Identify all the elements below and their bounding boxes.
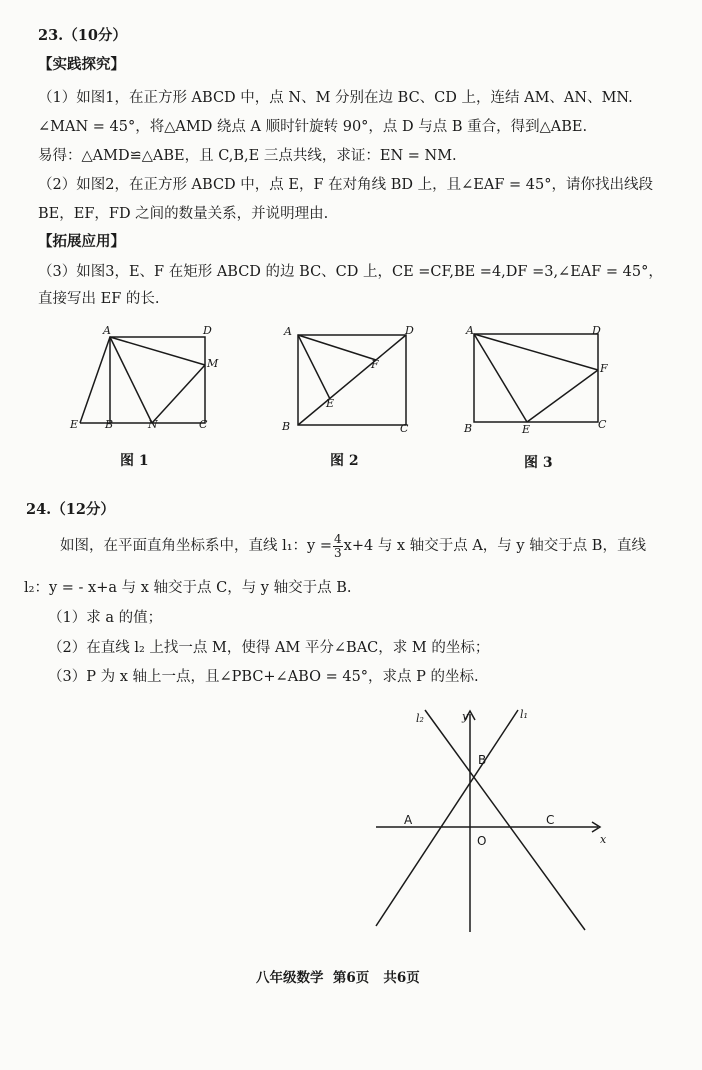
graph-label-a: A: [404, 813, 413, 827]
q23-part3-line1: （3）如图3，E、F 在矩形 ABCD 的边 BC、CD 上，CE =CF,BE =4,DF =3,∠EAF = 45°，: [38, 264, 663, 280]
q23-section-extension: 【拓展应用】: [38, 233, 125, 250]
q24-fraction-denominator: 3: [334, 545, 342, 560]
fig1-label-e: E: [70, 418, 79, 431]
fig3-label-d: D: [592, 324, 601, 337]
graph-label-l2: l₂: [416, 712, 424, 725]
q24-line1-suffix: x+4 与 x 轴交于点 A，与 y 轴交于点 B，直线: [343, 538, 646, 554]
q23-part1-line2: ∠MAN = 45°，将△AMD 绕点 A 顺时针旋转 90°，点 D 与点 B 重合，得到△ABE.: [38, 119, 588, 135]
fig3-label-f: F: [600, 362, 608, 375]
fig2-label-c: C: [400, 422, 409, 435]
fig2-label-d: D: [405, 324, 414, 337]
fig3-rectangle-abcd: [474, 334, 598, 422]
fig1-segment-an: [110, 337, 152, 423]
fig3-label-a: A: [466, 324, 474, 337]
q23-part2-line2: BE，EF，FD 之间的数量关系，并说明理由.: [38, 206, 329, 222]
fig2-label-b: B: [282, 420, 291, 433]
graph-label-o: O: [477, 834, 487, 848]
fig2-label-a: A: [284, 325, 292, 338]
q23-part2-line1: （2）如图2，在正方形 ABCD 中，点 E，F 在对角线 BD 上，且∠EAF = 45°，请你找出线段: [38, 177, 653, 193]
q24-sub2: （2）在直线 l₂ 上找一点 M，使得 AM 平分∠BAC，求 M 的坐标；: [48, 640, 490, 656]
fig1-label-b: B: [105, 418, 114, 431]
fig1-label-n: N: [148, 418, 158, 431]
fig2-segment-ae: [298, 335, 330, 399]
fig1-label-c: C: [199, 418, 208, 431]
graph-label-x: x: [600, 833, 607, 846]
figure-1-caption: 图 1: [120, 453, 149, 469]
graph-label-y: y: [462, 710, 469, 723]
line-l1: [376, 710, 518, 926]
q24-line2: l₂：y = - x+a 与 x 轴交于点 C，与 y 轴交于点 B.: [24, 580, 352, 596]
q23-header: 23.（10分）: [38, 27, 127, 44]
q23-part1-line3: 易得：△AMD≌△ABE，且 C,B,E 三点共线，求证：EN = NM.: [38, 148, 457, 164]
q24-line1-prefix: 如图，在平面直角坐标系中，直线 l₁：y =: [60, 538, 333, 554]
fig3-label-c: C: [598, 418, 607, 431]
fig1-segment-am: [110, 337, 205, 365]
fig1-label-d: D: [203, 324, 212, 337]
q24-fraction-numerator: 4: [334, 531, 342, 546]
fig3-label-b: B: [464, 422, 473, 435]
q24-fraction: [333, 533, 343, 559]
fig2-label-e: E: [326, 397, 335, 410]
q24-sub1: （1）求 a 的值；: [48, 610, 163, 626]
fig2-segment-af: [298, 335, 376, 360]
q23-part1-line1: （1）如图1，在正方形 ABCD 中，点 N、M 分别在边 BC、CD 上，连结 AM、AN、MN.: [38, 90, 633, 106]
fig2-label-f: F: [371, 358, 379, 371]
fig1-label-m: M: [207, 357, 219, 370]
q23-part3-line2: 直接写出 EF 的长.: [38, 291, 160, 307]
coordinate-graph: [370, 700, 615, 940]
q24-header: 24.（12分）: [26, 501, 115, 518]
fig3-label-e: E: [522, 423, 531, 436]
page-footer: 八年级数学 第6页 共6页: [256, 970, 420, 986]
fig2-diagonal-bd: [298, 335, 406, 425]
figure-3-caption: 图 3: [524, 455, 553, 471]
fig1-segment-ae: [80, 337, 110, 423]
q23-section-practice: 【实践探究】: [38, 56, 125, 73]
graph-label-l1: l₁: [520, 708, 528, 721]
fig3-segment-ef: [527, 370, 598, 422]
figure-3: [460, 320, 620, 440]
fig1-segment-nm: [152, 365, 205, 423]
q24-line1: [60, 532, 646, 560]
fig1-label-a: A: [103, 324, 111, 337]
line-l2: [425, 710, 585, 930]
figure-2-caption: 图 2: [330, 453, 359, 469]
figure-1: [60, 320, 230, 440]
graph-label-c: C: [546, 813, 555, 827]
graph-label-b: B: [478, 753, 487, 767]
q24-sub3: （3）P 为 x 轴上一点，且∠PBC+∠ABO = 45°，求点 P 的坐标.: [48, 669, 479, 685]
figure-2: [278, 320, 423, 438]
